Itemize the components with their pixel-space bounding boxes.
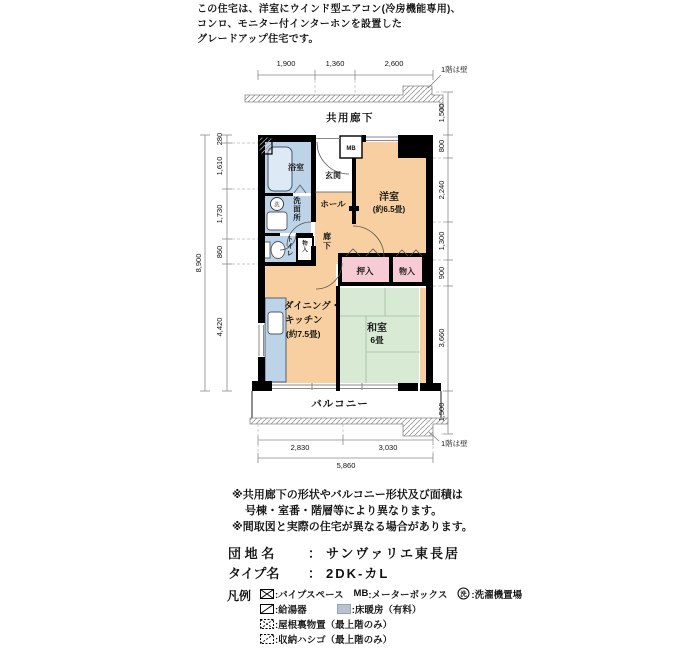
dim-right-3: 2,240 [437, 180, 446, 200]
dim-left-5: 4,420 [215, 317, 224, 337]
legend-row-3 [260, 617, 522, 630]
balcony-wall-band [250, 418, 448, 436]
svg-text:洗: 洗 [460, 591, 468, 598]
legend-heater-text: :給湯器 [275, 604, 307, 616]
water-heater-icon [260, 604, 274, 614]
estate-name-value: サンヴァリエ東長居 [326, 546, 460, 561]
floor-heating-icon [337, 604, 351, 614]
washbasin [267, 212, 287, 230]
dim-right-7: 1,500 [437, 402, 446, 422]
hall-label: ホール [320, 199, 346, 209]
legend-row-4 [260, 632, 522, 645]
note-2: ※間取図と実際の住宅が異なる場合があります。 [232, 521, 473, 533]
dim-bottom-2: 3,030 [378, 443, 398, 452]
dim-left-2: 1,610 [215, 156, 224, 176]
attic-storage-icon [260, 619, 274, 629]
dim-top-1: 1,900 [276, 59, 296, 68]
common-corridor-wall-band [245, 86, 443, 110]
estate-type-colon: ： [308, 566, 322, 581]
header-line-1: この住宅は、洋室にウインド型エアコン(冷房機能専用)、 [197, 4, 461, 15]
dim-left-4: 860 [215, 245, 224, 259]
japanese-room-edge-strip [420, 288, 426, 383]
floor1-wall-note-bottom: 1階は壁 [441, 439, 468, 448]
dim-left-total: 8,900 [194, 253, 203, 273]
estate-type-label: タイプ名 [228, 566, 280, 581]
estate-type-value: 2DK-カL [326, 566, 390, 581]
dk-label-line3: (約7.5畳) [286, 329, 321, 339]
kitchen-counter [265, 298, 286, 382]
toilet-label: トイレ [286, 236, 294, 257]
legend-laundry-text: :洗濯機置場 [471, 589, 523, 601]
legend-floor-heating-text: :床暖房（有料） [351, 604, 422, 616]
western-room-size-label: (約6.5畳) [372, 205, 406, 214]
storage-ladder-icon [260, 634, 274, 644]
dim-left-3: 1,730 [215, 204, 224, 224]
dim-bottom-total: 5,860 [336, 461, 356, 470]
legend-attic-text: :屋根裏物置（最上階のみ） [275, 619, 393, 631]
kitchen-sink [268, 312, 283, 334]
pipe-space-icon [260, 589, 274, 599]
washroom-label: 洗面所 [293, 196, 301, 222]
estate-name-colon: ： [308, 546, 322, 561]
western-room-label: 洋室 [379, 192, 399, 203]
meter-box-label: MB [346, 146, 356, 152]
legend [227, 587, 522, 645]
washing-machine-mark-label: 洗 [274, 202, 280, 209]
header-line-3: グレードアップ住宅です。 [197, 34, 319, 45]
hallway-label: 廊下 [323, 232, 331, 251]
pipe-space-box [259, 137, 272, 154]
dim-right-4: 1,300 [437, 231, 446, 251]
dim-top-2: 1,360 [325, 59, 345, 68]
dim-right-6: 3,660 [437, 328, 446, 348]
monoire-label: 物入 [399, 267, 415, 276]
oshiire-label: 押入 [356, 266, 374, 276]
legend-row-1 [260, 587, 522, 600]
legend-title: 凡例 [227, 589, 252, 603]
legend-ladder-text: :収納ハシゴ（最上階のみ） [275, 634, 393, 646]
japanese-room-size-label: 6畳 [370, 335, 384, 345]
balcony-label: バルコニー [311, 398, 369, 410]
dim-right-2: 800 [437, 139, 446, 153]
estate-name-row [228, 543, 460, 562]
common-corridor-label: 共用廊下 [326, 112, 374, 124]
japanese-room-label: 和室 [367, 323, 387, 334]
note-1-line1: ※共用廊下の形状やバルコニー形状及び面積は [232, 489, 463, 501]
laundry-place-icon [457, 587, 470, 600]
bath-label: 浴室 [288, 163, 304, 172]
legend-pipe-space-text: :パイプスペース [275, 589, 344, 601]
dim-right-5: 900 [437, 266, 446, 280]
legend-mb-text: :メーターボックス [368, 589, 448, 601]
floor1-wall-note-top: 1階は壁 [441, 65, 468, 74]
dim-bottom-1: 2,830 [290, 443, 310, 452]
dk-label-line2: キッチン [285, 315, 323, 326]
note-1-line2: 号棟・室番・階層等により異なります。 [245, 505, 443, 517]
hall-storage-label: 物入 [302, 241, 308, 254]
legend-row-2 [260, 602, 522, 615]
dim-right-1: 1,500 [437, 103, 446, 123]
entrance-label: 玄関 [325, 171, 341, 180]
dim-left-1: 280 [215, 132, 224, 146]
header-line-2: コンロ、モニター付インターホンを設置した [197, 19, 403, 30]
dim-top-3: 2,600 [384, 59, 404, 68]
estate-name-label: 団 地 名 [228, 546, 275, 561]
legend-mb-prefix: MB [353, 588, 369, 599]
estate-type-row [228, 563, 389, 582]
dk-label-line1: ダイニング・ [284, 301, 341, 312]
